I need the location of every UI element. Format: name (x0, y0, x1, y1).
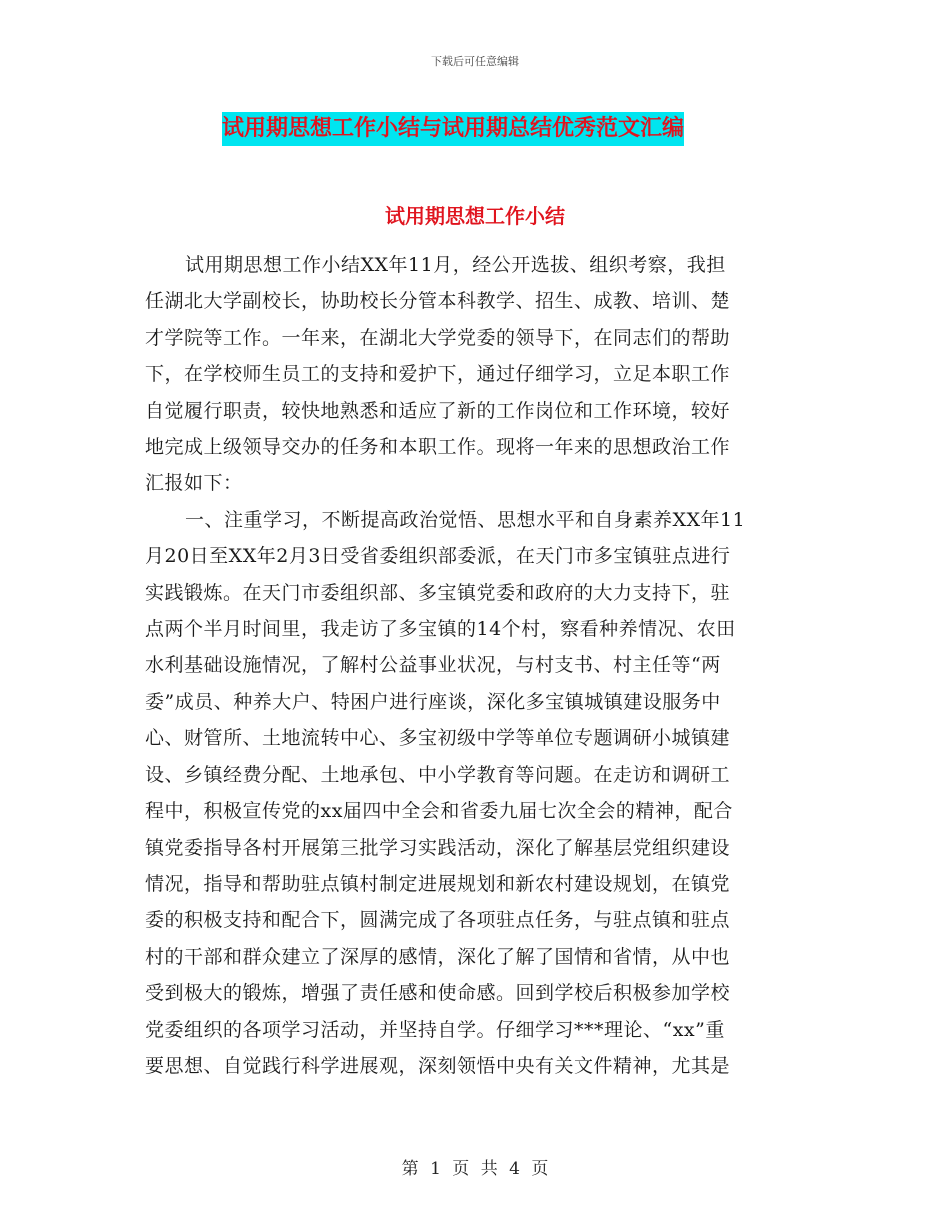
document-title: 试用期思想工作小结与试用期总结优秀范文汇编 (222, 112, 684, 146)
body-line: 要思想、自觉践行科学进展观，深刻领悟中央有关文件精神，尤其是 (145, 1054, 731, 1077)
body-line: 情况，指导和帮助驻点镇村制定进展规划和新农村建设规划，在镇党 (145, 872, 731, 895)
section-title: 试用期思想工作小结 (385, 204, 565, 228)
body-line: 实践锻炼。在天门市委组织部、多宝镇党委和政府的大力支持下，驻 (145, 581, 731, 604)
document-body (145, 247, 805, 1084)
body-line: 试用期思想工作小结XX年11月，经公开选拔、组织考察，我担 (185, 254, 726, 276)
body-line: 受到极大的锻炼，增强了责任感和使命感。回到学校后积极参加学校 (145, 982, 731, 1005)
body-line: 一、注重学习，不断提高政治觉悟、思想水平和自身素养XX年11 (185, 508, 746, 531)
body-line: 汇报如下： (145, 472, 243, 495)
body-line: 委”成员、种养大户、特困户进行座谈，深化多宝镇城镇建设服务中 (145, 690, 721, 713)
body-line: 委的积极支持和配合下，圆满完成了各项驻点任务，与驻点镇和驻点 (145, 909, 731, 932)
body-line: 水利基础设施情况，了解村公益事业状况，与村支书、村主任等“两 (145, 654, 721, 677)
body-line: 自觉履行职责，较快地熟悉和适应了新的工作岗位和工作环境，较好 (145, 399, 731, 422)
body-line: 镇党委指导各村开展第三批学习实践活动，深化了解基层党组织建设 (145, 836, 731, 859)
page-number-footer: 第 1 页 共 4 页 (401, 1159, 549, 1179)
body-line: 才学院等工作。一年来，在湖北大学党委的领导下，在同志们的帮助 (145, 326, 731, 349)
body-line: 月20日至XX年2月3日受省委组织部委派，在天门市多宝镇驻点进行 (145, 545, 731, 568)
body-line: 地完成上级领导交办的任务和本职工作。现将一年来的思想政治工作 (145, 436, 731, 459)
body-line: 党委组织的各项学习活动，并坚持自学。仔细学习***理论、“xx”重 (145, 1018, 725, 1041)
body-line: 心、财管所、土地流转中心、多宝初级中学等单位专题调研小城镇建 (145, 727, 731, 750)
body-line: 点两个半月时间里，我走访了多宝镇的14个村，察看种养情况、农田 (145, 618, 736, 641)
body-line: 下，在学校师生员工的支持和爱护下，通过仔细学习，立足本职工作 (145, 363, 731, 386)
page-header-note: 下载后可任意编辑 (431, 55, 519, 68)
body-line: 程中，积极宣传党的xx届四中全会和省委九届七次全会的精神，配合 (145, 800, 733, 823)
body-line: 设、乡镇经费分配、土地承包、中小学教育等问题。在走访和调研工 (145, 763, 731, 786)
body-line: 任湖北大学副校长，协助校长分管本科教学、招生、成教、培训、楚 (145, 290, 731, 313)
body-line: 村的干部和群众建立了深厚的感情，深化了解了国情和省情，从中也 (145, 945, 731, 968)
